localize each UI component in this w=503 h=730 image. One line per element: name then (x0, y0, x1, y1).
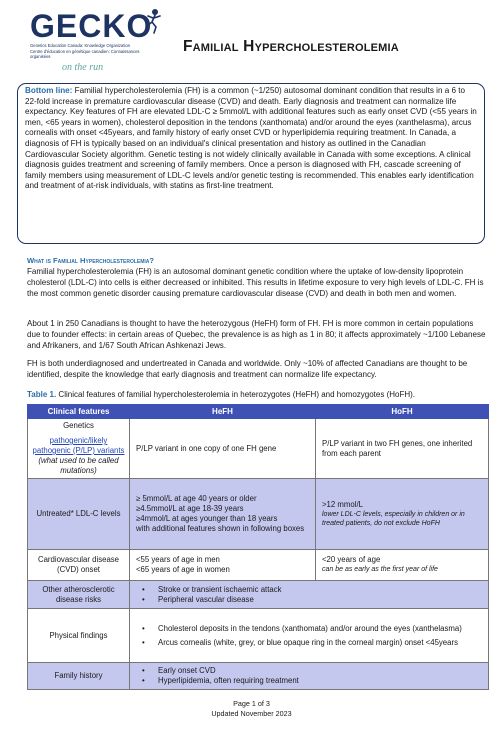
list-item: • Peripheral vascular disease (154, 595, 482, 605)
genetics-label-cell (28, 419, 130, 479)
section-heading: What is Familial Hypercholesterolemia? (27, 256, 155, 265)
table-caption (27, 390, 415, 399)
bottom-line-text: Familial hypercholesterolemia (FH) is a common (~1/250) autosomal dominant condition that results in a 6 to 22-fold increase in premature cardiovascular disease (CVD) and death. Early diagnosis and treatment can normalize life expectancy. Key features of FH are elevated LDL-C ≥ 5mmol/L with additional features such as early onset CVD (<55 years in men, <65 years in women), cholesterol deposition in the tendons (xanthomata) and/or around the eyes (xanthelasma), arcus cornealis with onset <45years, and family history of early onset CVD or hyperlipidemia requiring treatment. In Canada, a diagnosis of FH is typically based on an individual's clinical presentation and history as outlined in the Canadian Cardiovascular Society algorithm. Genetic testing is not widely clinically available in Canada with some exceptions. A clinical diagnosis guides treatment and screening of family members. Once a person is diagnosed with FH, cascade screening of family members using measurement of LDL-C levels and/or genetic testing is recommended. This enables early identification and treatment of at-risk individuals, with statins as first-line treatment. (25, 86, 477, 191)
physical-label-cell: Physical findings (28, 609, 130, 663)
page-number: Page 1 of 3 (233, 699, 270, 708)
diagnosis-paragraph: FH is both underdiagnosed and undertreated in Canada and worldwide. Only ~10% of affected Canadians are thought to be identified, despite the knowledge that early diagnosis and treatment can normalize life expectancy. (27, 359, 468, 379)
ldl-hefh-line-1: ≥ 5mmol/L at age 40 years or older (136, 494, 257, 503)
ldl-hefh-cell (130, 479, 316, 550)
clinical-features-table (27, 404, 489, 690)
cvd-hofh-note: can be as early as the first year of life (322, 566, 438, 573)
genetics-hofh-cell: P/LP variant in two FH genes, one inherited from each parent (316, 419, 489, 479)
table-row-family (28, 663, 489, 690)
table-row-other-risks (28, 581, 489, 609)
cvd-hofh-cell (316, 550, 489, 581)
list-item: • Arcus cornealis (white, grey, or blue opaque ring in the corneal margin) onset <45years (154, 638, 482, 648)
physical-cell (130, 609, 489, 663)
other-risks-list (136, 585, 482, 605)
table-row-genetics (28, 419, 489, 479)
bottom-line-paragraph (25, 86, 477, 192)
running-gecko-icon (144, 8, 162, 34)
ldl-hofh-cell (316, 479, 489, 550)
table-row-ldl (28, 479, 489, 550)
ldl-hefh-extra: with additional features shown in following boxes (136, 524, 305, 533)
table-header-row (28, 405, 489, 419)
intro-paragraph: Familial hypercholesterolemia (FH) is an autosomal dominant genetic condition where the uptake of low-density lipoprotein cholesterol (LDL-C) into cells is either decreased or inhibited. This results in lifetime exposure to very high levels of LDL-C. FH is the most common genetic disorder causing premature cardiovascular disease (CVD) and death in both men and women. (27, 267, 484, 298)
ldl-hofh-note: lower LDL-C levels, especially in children or in treated patients, do not exclude HoFH (322, 511, 465, 527)
ldl-hofh-value: >12 mmol/L (322, 500, 363, 509)
ldl-label-cell: Untreated* LDL-C levels (28, 479, 130, 550)
bottom-line-label: Bottom line: (25, 86, 73, 95)
genetics-label: Genetics (63, 421, 94, 430)
ldl-hefh-line-2: ≥4.5mmol/L at age 18-39 years (136, 504, 244, 513)
cvd-hofh-value: <20 years of age (322, 555, 381, 564)
list-item: • Early onset CVD (154, 666, 482, 676)
list-item: • Cholesterol deposits in the tendons (xanthomata) and/or around the eyes (xanthelasma) (154, 624, 482, 634)
genetics-note-block (31, 436, 126, 476)
updated-date: Updated November 2023 (211, 709, 292, 718)
list-item: • Hyperlipidemia, often requiring treatment (154, 676, 482, 686)
bottom-line-box (17, 83, 485, 244)
prevalence-paragraph: About 1 in 250 Canadians is thought to have the heterozygous (HeFH) form of FH. FH is more common in certain populations due to founder effects: in certain areas of Quebec, the prevalence is as high as 1 in 80; it affects approximately ~1/100 Lebanese and Afrikaners, and 1/67 South African Ashkenazi Jews. (27, 319, 486, 350)
other-risks-label-cell: Other atherosclerotic disease risks (28, 581, 130, 609)
logo-tagline: on the run (62, 62, 104, 73)
genetics-hefh-cell: P/LP variant in one copy of one FH gene (130, 419, 316, 479)
other-risks-cell (130, 581, 489, 609)
table-number: Table 1. (27, 390, 57, 399)
logo-wordmark: GECKO (30, 8, 153, 44)
genetics-note: (what used to be called mutations) (38, 456, 119, 475)
logo-org-line-1: Genetics Education Canada: Knowledge Organization (30, 43, 131, 48)
pathogenic-variants-link[interactable]: pathogenic/likely pathogenic (P/LP) variants (32, 436, 125, 455)
cvd-hefh-line-2: <65 years of age in women (136, 565, 230, 574)
list-item: • Stroke or transient ischaemic attack (154, 585, 482, 595)
header-hefh: HeFH (130, 405, 316, 419)
cvd-label-cell: Cardiovascular disease (CVD) onset (28, 550, 130, 581)
physical-list (136, 624, 482, 648)
family-cell (130, 663, 489, 690)
cvd-hefh-line-1: <55 years of age in men (136, 555, 220, 564)
cvd-hefh-cell (130, 550, 316, 581)
logo-org-line-2: Centre d'éducation en génétique canadien: Connaissances organisées (30, 49, 140, 59)
ldl-hefh-line-3: ≥4mmol/L at ages younger than 18 years (136, 514, 278, 523)
table-caption-text: Clinical features of familial hypercholesterolemia in heterozygotes (HeFH) and homozygotes (HoFH). (56, 390, 416, 399)
family-label-cell: Family history (28, 663, 130, 690)
table-row-cvd (28, 550, 489, 581)
header-hofh: HoFH (316, 405, 489, 419)
family-list (136, 666, 482, 686)
header-clinical-features: Clinical features (28, 405, 130, 419)
page-title: Familial Hypercholesterolemia (183, 38, 399, 55)
table-row-physical (28, 609, 489, 663)
gecko-logo (30, 10, 160, 72)
